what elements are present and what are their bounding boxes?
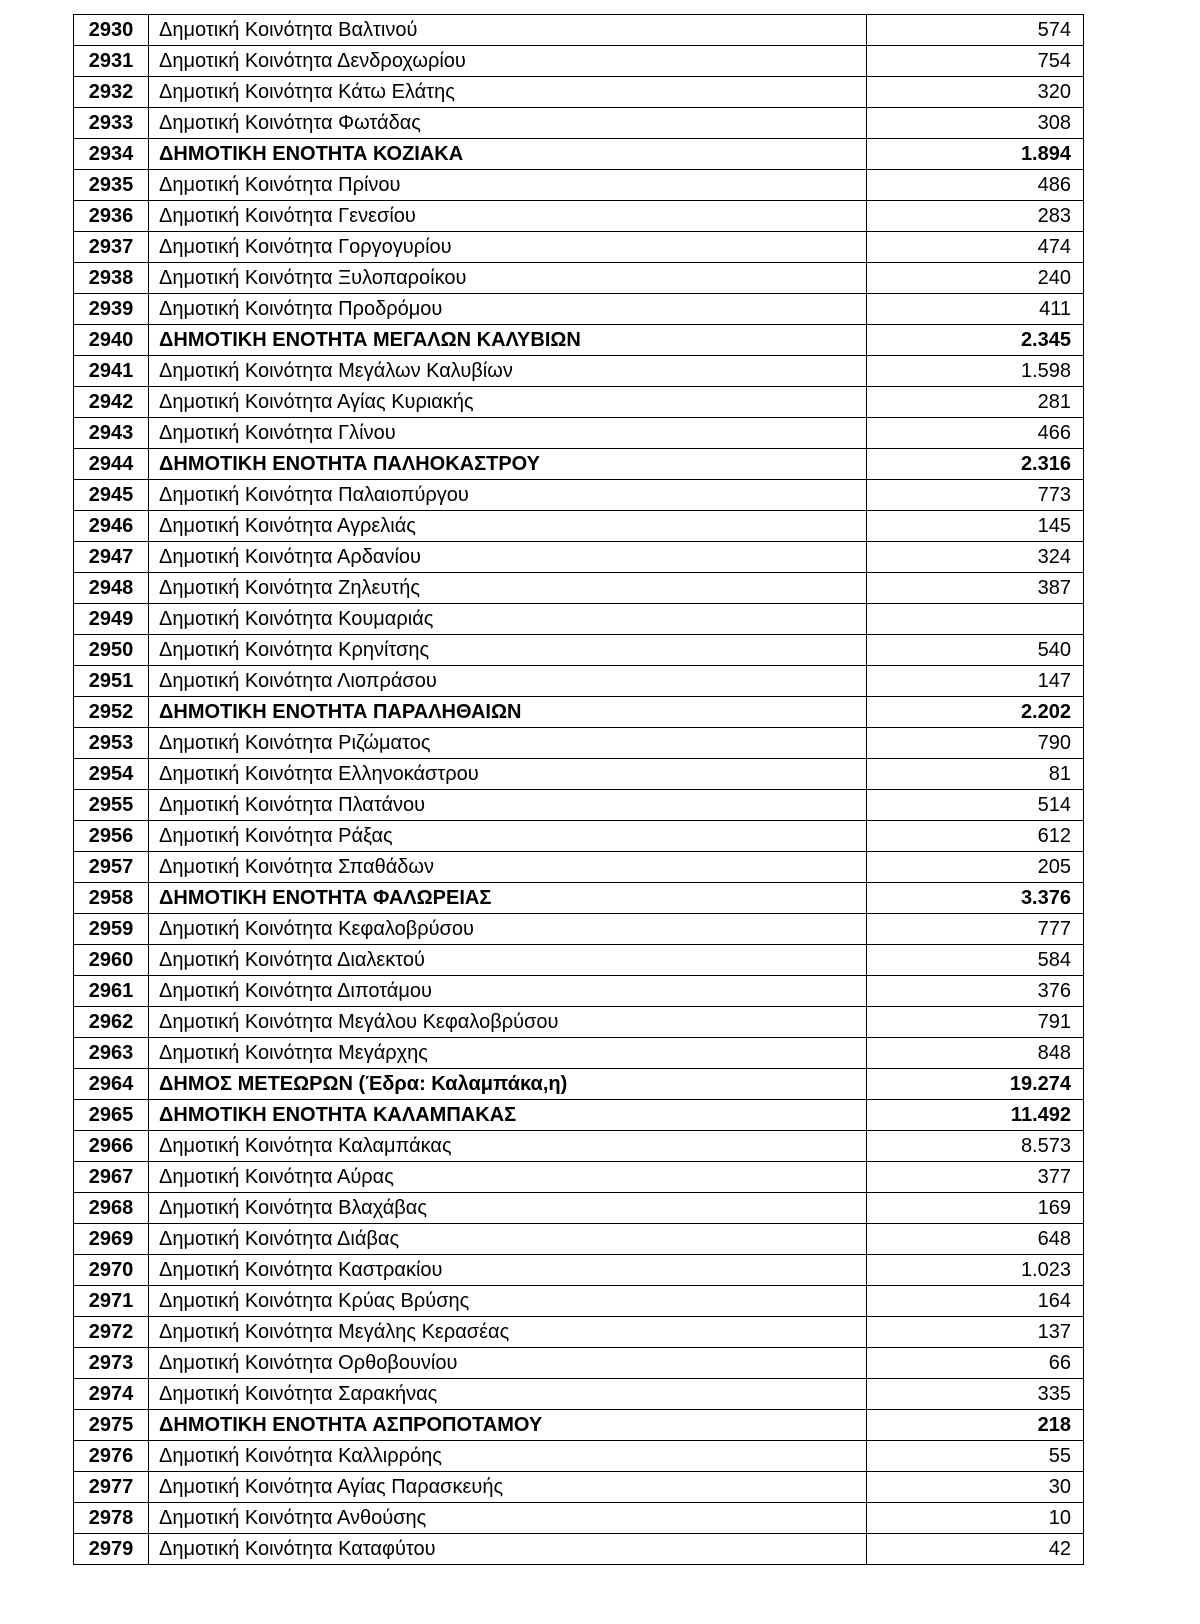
table-row — [74, 883, 1084, 914]
row-population-cell: 411 — [867, 294, 1084, 325]
table-row — [74, 480, 1084, 511]
row-population-cell: 790 — [867, 728, 1084, 759]
table-row — [74, 821, 1084, 852]
row-name-cell: Δημοτική Κοινότητα Αγίας Κυριακής — [149, 387, 867, 418]
row-name-cell: ΔΗΜΟΤΙΚΗ ΕΝΟΤΗΤΑ ΑΣΠΡΟΠΟΤΑΜΟΥ — [149, 1410, 867, 1441]
row-population-cell: 147 — [867, 666, 1084, 697]
row-code-cell: 2975 — [74, 1410, 149, 1441]
row-code-cell: 2937 — [74, 232, 149, 263]
table-row — [74, 263, 1084, 294]
row-code-cell: 2957 — [74, 852, 149, 883]
row-population-cell: 540 — [867, 635, 1084, 666]
row-name-cell: Δημοτική Κοινότητα Αγίας Παρασκευής — [149, 1472, 867, 1503]
row-code-cell: 2973 — [74, 1348, 149, 1379]
row-population-cell: 2.202 — [867, 697, 1084, 728]
table-row — [74, 77, 1084, 108]
row-name-cell: Δημοτική Κοινότητα Ελληνοκάστρου — [149, 759, 867, 790]
row-code-cell: 2963 — [74, 1038, 149, 1069]
row-code-cell: 2968 — [74, 1193, 149, 1224]
row-code-cell: 2938 — [74, 263, 149, 294]
row-population-cell: 1.023 — [867, 1255, 1084, 1286]
row-population-cell: 474 — [867, 232, 1084, 263]
row-code-cell: 2967 — [74, 1162, 149, 1193]
table-row — [74, 1224, 1084, 1255]
row-population-cell: 169 — [867, 1193, 1084, 1224]
row-name-cell: Δημοτική Κοινότητα Ριζώματος — [149, 728, 867, 759]
table-row — [74, 356, 1084, 387]
table-row — [74, 1038, 1084, 1069]
row-population-cell: 848 — [867, 1038, 1084, 1069]
row-name-cell: Δημοτική Κοινότητα Καλαμπάκας — [149, 1131, 867, 1162]
row-population-cell: 11.492 — [867, 1100, 1084, 1131]
row-population-cell: 281 — [867, 387, 1084, 418]
row-code-cell: 2932 — [74, 77, 149, 108]
row-population-cell: 574 — [867, 15, 1084, 46]
table-row — [74, 201, 1084, 232]
table-body — [74, 15, 1084, 1565]
row-population-cell: 376 — [867, 976, 1084, 1007]
row-population-cell: 387 — [867, 573, 1084, 604]
table-row — [74, 108, 1084, 139]
row-name-cell: Δημοτική Κοινότητα Καστρακίου — [149, 1255, 867, 1286]
row-name-cell: Δημοτική Κοινότητα Φωτάδας — [149, 108, 867, 139]
table-row — [74, 1255, 1084, 1286]
row-code-cell: 2930 — [74, 15, 149, 46]
row-code-cell: 2948 — [74, 573, 149, 604]
row-population-cell: 66 — [867, 1348, 1084, 1379]
table-row — [74, 387, 1084, 418]
row-population-cell: 2.345 — [867, 325, 1084, 356]
row-population-cell: 10 — [867, 1503, 1084, 1534]
row-name-cell: Δημοτική Κοινότητα Ανθούσης — [149, 1503, 867, 1534]
row-population-cell: 324 — [867, 542, 1084, 573]
row-population-cell: 466 — [867, 418, 1084, 449]
row-code-cell: 2951 — [74, 666, 149, 697]
row-name-cell: Δημοτική Κοινότητα Κεφαλοβρύσου — [149, 914, 867, 945]
row-code-cell: 2960 — [74, 945, 149, 976]
row-name-cell: Δημοτική Κοινότητα Βαλτινού — [149, 15, 867, 46]
row-name-cell: Δημοτική Κοινότητα Γλίνου — [149, 418, 867, 449]
table-row — [74, 1007, 1084, 1038]
row-name-cell: Δημοτική Κοινότητα Πλατάνου — [149, 790, 867, 821]
row-code-cell: 2945 — [74, 480, 149, 511]
row-population-cell: 320 — [867, 77, 1084, 108]
row-code-cell: 2940 — [74, 325, 149, 356]
table-row — [74, 573, 1084, 604]
row-code-cell: 2953 — [74, 728, 149, 759]
row-name-cell: Δημοτική Κοινότητα Καταφύτου — [149, 1534, 867, 1565]
row-code-cell: 2944 — [74, 449, 149, 480]
table-row — [74, 604, 1084, 635]
table-row — [74, 1193, 1084, 1224]
table-row — [74, 1379, 1084, 1410]
row-code-cell: 2977 — [74, 1472, 149, 1503]
table-row — [74, 294, 1084, 325]
row-code-cell: 2961 — [74, 976, 149, 1007]
row-population-cell: 308 — [867, 108, 1084, 139]
row-name-cell: Δημοτική Κοινότητα Λιοπράσου — [149, 666, 867, 697]
row-name-cell: Δημοτική Κοινότητα Δενδροχωρίου — [149, 46, 867, 77]
row-population-cell: 55 — [867, 1441, 1084, 1472]
table-row — [74, 728, 1084, 759]
row-code-cell: 2946 — [74, 511, 149, 542]
row-name-cell: Δημοτική Κοινότητα Καλλιρρόης — [149, 1441, 867, 1472]
row-name-cell: Δημοτική Κοινότητα Κρύας Βρύσης — [149, 1286, 867, 1317]
row-name-cell: ΔΗΜΟΤΙΚΗ ΕΝΟΤΗΤΑ ΚΟΖΙΑΚΑ — [149, 139, 867, 170]
row-population-cell: 648 — [867, 1224, 1084, 1255]
row-name-cell: Δημοτική Κοινότητα Ράξας — [149, 821, 867, 852]
table-row — [74, 790, 1084, 821]
row-population-cell: 30 — [867, 1472, 1084, 1503]
row-name-cell: Δημοτική Κοινότητα Διποτάμου — [149, 976, 867, 1007]
row-name-cell: Δημοτική Κοινότητα Μεγάρχης — [149, 1038, 867, 1069]
table-row — [74, 1534, 1084, 1565]
row-code-cell: 2972 — [74, 1317, 149, 1348]
row-name-cell: Δημοτική Κοινότητα Μεγάλων Καλυβίων — [149, 356, 867, 387]
row-code-cell: 2959 — [74, 914, 149, 945]
row-code-cell: 2955 — [74, 790, 149, 821]
row-code-cell: 2931 — [74, 46, 149, 77]
table-row — [74, 1472, 1084, 1503]
row-name-cell: ΔΗΜΟΤΙΚΗ ΕΝΟΤΗΤΑ ΠΑΛΗΟΚΑΣΤΡΟΥ — [149, 449, 867, 480]
row-name-cell: Δημοτική Κοινότητα Γοργογυρίου — [149, 232, 867, 263]
row-population-cell: 164 — [867, 1286, 1084, 1317]
table-row — [74, 1162, 1084, 1193]
row-code-cell: 2979 — [74, 1534, 149, 1565]
row-name-cell: Δημοτική Κοινότητα Κρηνίτσης — [149, 635, 867, 666]
table-row — [74, 449, 1084, 480]
table-row — [74, 1441, 1084, 1472]
row-population-cell: 1.894 — [867, 139, 1084, 170]
row-name-cell: Δημοτική Κοινότητα Κάτω Ελάτης — [149, 77, 867, 108]
table-row — [74, 1348, 1084, 1379]
table-row — [74, 1131, 1084, 1162]
row-code-cell: 2950 — [74, 635, 149, 666]
table-row — [74, 15, 1084, 46]
table-row — [74, 945, 1084, 976]
table-row — [74, 852, 1084, 883]
row-population-cell: 777 — [867, 914, 1084, 945]
row-population-cell: 218 — [867, 1410, 1084, 1441]
row-code-cell: 2956 — [74, 821, 149, 852]
row-population-cell: 81 — [867, 759, 1084, 790]
table-row — [74, 1069, 1084, 1100]
table-row — [74, 666, 1084, 697]
row-code-cell: 2964 — [74, 1069, 149, 1100]
row-population-cell: 791 — [867, 1007, 1084, 1038]
row-name-cell: Δημοτική Κοινότητα Παλαιοπύργου — [149, 480, 867, 511]
row-name-cell: Δημοτική Κοινότητα Αύρας — [149, 1162, 867, 1193]
table-row — [74, 635, 1084, 666]
table-row — [74, 418, 1084, 449]
table-row — [74, 542, 1084, 573]
row-population-cell: 205 — [867, 852, 1084, 883]
table-row — [74, 1410, 1084, 1441]
row-code-cell: 2954 — [74, 759, 149, 790]
row-name-cell: Δημοτική Κοινότητα Αρδανίου — [149, 542, 867, 573]
row-name-cell: ΔΗΜΟΤΙΚΗ ΕΝΟΤΗΤΑ ΦΑΛΩΡΕΙΑΣ — [149, 883, 867, 914]
row-population-cell: 773 — [867, 480, 1084, 511]
row-code-cell: 2942 — [74, 387, 149, 418]
row-code-cell: 2933 — [74, 108, 149, 139]
row-population-cell: 283 — [867, 201, 1084, 232]
row-code-cell: 2939 — [74, 294, 149, 325]
row-code-cell: 2947 — [74, 542, 149, 573]
row-code-cell: 2965 — [74, 1100, 149, 1131]
row-population-cell: 584 — [867, 945, 1084, 976]
row-population-cell: 42 — [867, 1534, 1084, 1565]
row-population-cell: 240 — [867, 263, 1084, 294]
row-code-cell: 2978 — [74, 1503, 149, 1534]
table-row — [74, 46, 1084, 77]
table-row — [74, 511, 1084, 542]
table-row — [74, 1286, 1084, 1317]
row-code-cell: 2958 — [74, 883, 149, 914]
table-row — [74, 1317, 1084, 1348]
row-population-cell — [867, 604, 1084, 635]
row-name-cell: Δημοτική Κοινότητα Μεγάλου Κεφαλοβρύσου — [149, 1007, 867, 1038]
row-name-cell: Δημοτική Κοινότητα Γενεσίου — [149, 201, 867, 232]
row-name-cell: Δημοτική Κοινότητα Ζηλευτής — [149, 573, 867, 604]
row-code-cell: 2976 — [74, 1441, 149, 1472]
table-row — [74, 170, 1084, 201]
row-code-cell: 2935 — [74, 170, 149, 201]
row-population-cell: 1.598 — [867, 356, 1084, 387]
row-population-cell: 2.316 — [867, 449, 1084, 480]
row-name-cell: Δημοτική Κοινότητα Διαλεκτού — [149, 945, 867, 976]
row-population-cell: 19.274 — [867, 1069, 1084, 1100]
table-row — [74, 232, 1084, 263]
row-name-cell: Δημοτική Κοινότητα Πρίνου — [149, 170, 867, 201]
row-name-cell: Δημοτική Κοινότητα Διάβας — [149, 1224, 867, 1255]
row-name-cell: Δημοτική Κοινότητα Μεγάλης Κερασέας — [149, 1317, 867, 1348]
table-row — [74, 1503, 1084, 1534]
row-population-cell: 514 — [867, 790, 1084, 821]
row-name-cell: ΔΗΜΟΤΙΚΗ ΕΝΟΤΗΤΑ ΜΕΓΑΛΩΝ ΚΑΛΥΒΙΩΝ — [149, 325, 867, 356]
row-population-cell: 335 — [867, 1379, 1084, 1410]
table-row — [74, 697, 1084, 728]
row-code-cell: 2970 — [74, 1255, 149, 1286]
row-population-cell: 137 — [867, 1317, 1084, 1348]
row-code-cell: 2969 — [74, 1224, 149, 1255]
row-population-cell: 145 — [867, 511, 1084, 542]
row-name-cell: ΔΗΜΟΣ ΜΕΤΕΩΡΩΝ (Έδρα: Καλαμπάκα,η) — [149, 1069, 867, 1100]
row-population-cell: 486 — [867, 170, 1084, 201]
row-code-cell: 2949 — [74, 604, 149, 635]
population-table — [73, 14, 1084, 1565]
row-name-cell: Δημοτική Κοινότητα Κουμαριάς — [149, 604, 867, 635]
row-code-cell: 2934 — [74, 139, 149, 170]
row-code-cell: 2971 — [74, 1286, 149, 1317]
row-name-cell: ΔΗΜΟΤΙΚΗ ΕΝΟΤΗΤΑ ΠΑΡΑΛΗΘΑΙΩΝ — [149, 697, 867, 728]
row-name-cell: Δημοτική Κοινότητα Αγρελιάς — [149, 511, 867, 542]
table-row — [74, 759, 1084, 790]
row-name-cell: Δημοτική Κοινότητα Ξυλοπαροίκου — [149, 263, 867, 294]
table-row — [74, 914, 1084, 945]
row-population-cell: 377 — [867, 1162, 1084, 1193]
row-name-cell: Δημοτική Κοινότητα Βλαχάβας — [149, 1193, 867, 1224]
row-population-cell: 754 — [867, 46, 1084, 77]
row-code-cell: 2966 — [74, 1131, 149, 1162]
table-row — [74, 976, 1084, 1007]
row-population-cell: 8.573 — [867, 1131, 1084, 1162]
row-code-cell: 2952 — [74, 697, 149, 728]
row-name-cell: Δημοτική Κοινότητα Προδρόμου — [149, 294, 867, 325]
row-code-cell: 2974 — [74, 1379, 149, 1410]
row-population-cell: 612 — [867, 821, 1084, 852]
row-name-cell: Δημοτική Κοινότητα Ορθοβουνίου — [149, 1348, 867, 1379]
row-code-cell: 2941 — [74, 356, 149, 387]
row-population-cell: 3.376 — [867, 883, 1084, 914]
row-code-cell: 2943 — [74, 418, 149, 449]
row-code-cell: 2962 — [74, 1007, 149, 1038]
row-code-cell: 2936 — [74, 201, 149, 232]
row-name-cell: ΔΗΜΟΤΙΚΗ ΕΝΟΤΗΤΑ ΚΑΛΑΜΠΑΚΑΣ — [149, 1100, 867, 1131]
table-row — [74, 139, 1084, 170]
row-name-cell: Δημοτική Κοινότητα Σπαθάδων — [149, 852, 867, 883]
table-row — [74, 1100, 1084, 1131]
table-row — [74, 325, 1084, 356]
row-name-cell: Δημοτική Κοινότητα Σαρακήνας — [149, 1379, 867, 1410]
